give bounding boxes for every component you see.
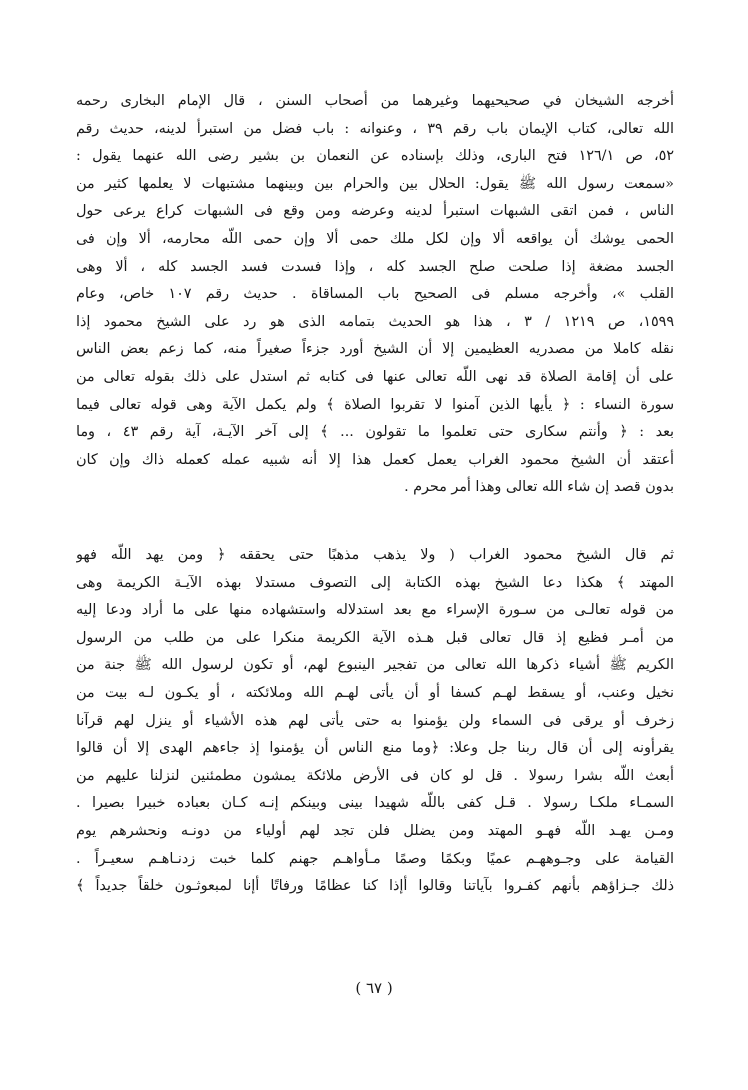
paragraph-2	[76, 542, 674, 901]
text-line: أبعث اللّه بشرا رسولا . قل لو كان فى الأرض ملائكة يمشون مطمئنين لنزلنا عليهم من	[76, 767, 674, 784]
text-line: على أن إقامة الصلاة قد نهى اللّه تعالى عنها فى كتابه ثم استدل على ذلك بقوله تعالى من	[76, 368, 674, 385]
text-line: بدون قصد إن شاء الله تعالى وهذا أمر محرم .	[404, 479, 674, 496]
text-line: بعد : ﴿ وأنتم سكارى حتى تعلموا ما تقولون ... ﴾ إلى آخر الآيـة، آية رقم ٤٣ ، وما	[76, 424, 674, 441]
text-line: ذلك جـزاؤهم بأنهم كفـروا بآياتنا وقالوا أإذا كنا عظامًا ورفاتًا أإنا لمبعوثـون خلقاً جديداً ﴾	[76, 878, 674, 895]
text-line: السمـاء ملكـا رسولا . قـل كفى باللّه شهيدا بينى وبينكم إنـه كـان بعباده خبيرا بصيرا .	[76, 795, 674, 812]
text-line: الكريم ﷺ أشياء ذكرها الله تعالى من تفجير الينبوع لهم، أو تكون لرسول الله ﷺ جنة من	[76, 657, 674, 674]
text-line: نقله كاملا من مصدريه العظيمين إلا أن الشيخ أورد جزءاً صغيراً منه، كما زعم بعض الناس	[76, 341, 674, 358]
text-line: زخرف أو يرقى فى السماء ولن يؤمنوا به حتى يأتى لهم هذه الأشياء أو ينزل لهم قرآنا	[76, 712, 674, 729]
text-line: الناس ، فمن اتقى الشبهات استبرأ لدينه وعرضه ومن وقع فى الشبهات كراع يرعى حول	[76, 203, 674, 220]
text-line: أخرجه الشيخان في صحيحيهما وغيرهما من أصحاب السنن ، قال الإمام البخارى رحمه	[76, 93, 674, 109]
text-line: المهتد ﴾ هكذا دعا الشيخ بهذه الكتابة إلى التصوف مستدلا بهذه الآيـة الكريمة وهى	[76, 574, 674, 591]
text-line: «سمعت رسول الله ﷺ يقول: الحلال بين والحرام بين وبينهما مشتبهات لا يعلمها كثير من	[76, 175, 674, 192]
text-line: ثم قال الشيخ محمود الغراب ( ولا يذهب مذهبًا حتى يحققه ﴿ ومن يهد اللّه فهو	[76, 547, 674, 563]
text-line: ومـن يهـد اللّه فهـو المهتد ومن يضلل فلن تجد لهم أولياء من دونـه ونحشرهم يوم	[76, 822, 674, 839]
text-line: ١٥٩٩، ص ١٢١٩ / ٣ ، هذا هو الحديث بتمامه الذى هو رد على الشيخ محمود إذا	[76, 313, 674, 330]
text-line: القيامة على وجـوههـم عميًا وبكمًا وصمًا مـأواهـم جهنم كلما خبت زدنـاهـم سعيـراً .	[76, 850, 674, 867]
text-line: يقرأونه إلى أن قال ربنا جل وعلا: ﴿وما منع الناس أن يؤمنوا إذ جاءهم الهدى إلا أن قالوا	[76, 740, 674, 757]
text-line: الله تعالى، كتاب الإيمان باب رقم ٣٩ ، وعنوانه : باب فضل من استبرأ لدينه، حديث رقم	[76, 120, 674, 137]
text-line: أعتقد أن الشيخ محمود الغراب يعمل كعمل هذا إلا أنه شبيه عمله كعمله ذاك وإن كان	[76, 451, 674, 468]
text-line: القلب »، وأخرجه مسلم فى الصحيح باب المساقاة . حديث رقم ١٠٧ خاص، وعام	[76, 286, 674, 303]
page-number: ( ٦٧ )	[355, 979, 393, 997]
paragraph-1	[76, 88, 674, 502]
text-line: من أمـر فظيع إذ قال تعالى قبل هـذه الآية الكريمة منكرا على من طلب من الرسول	[76, 629, 674, 646]
text-line: الجسد مضغة إذا صلحت صلح الجسد كله ، وإذا فسدت فسد الجسد كله ، ألا وهى	[76, 258, 674, 275]
text-line: الحمى يوشك أن يواقعه ألا وإن لكل ملك حمى ألا وإن حمى اللّه محارمه، ألا وإن فى	[76, 230, 674, 247]
text-line: من قوله تعالـى من سـورة الإسراء مع بعد استدلاله واستشهاده منها على ما أراد ودعا إليه	[76, 602, 674, 619]
text-line: ٥٢، ص ١٢٦/١ فتح البارى، وذلك بإسناده عن النعمان بن بشير رضى الله عنهما يقول :	[76, 148, 674, 165]
text-line: سورة النساء : ﴿ يأيها الذين آمنوا لا تقربوا الصلاة ﴾ ولم يكمل الآية وهى قوله تعالى فيما	[76, 396, 674, 413]
text-line: نخيل وعنب، أو يسقط لهـم كسفا أو أن يأتى لهـم الله وملائكته ، أو يكـون لـه بيت من	[76, 684, 674, 701]
